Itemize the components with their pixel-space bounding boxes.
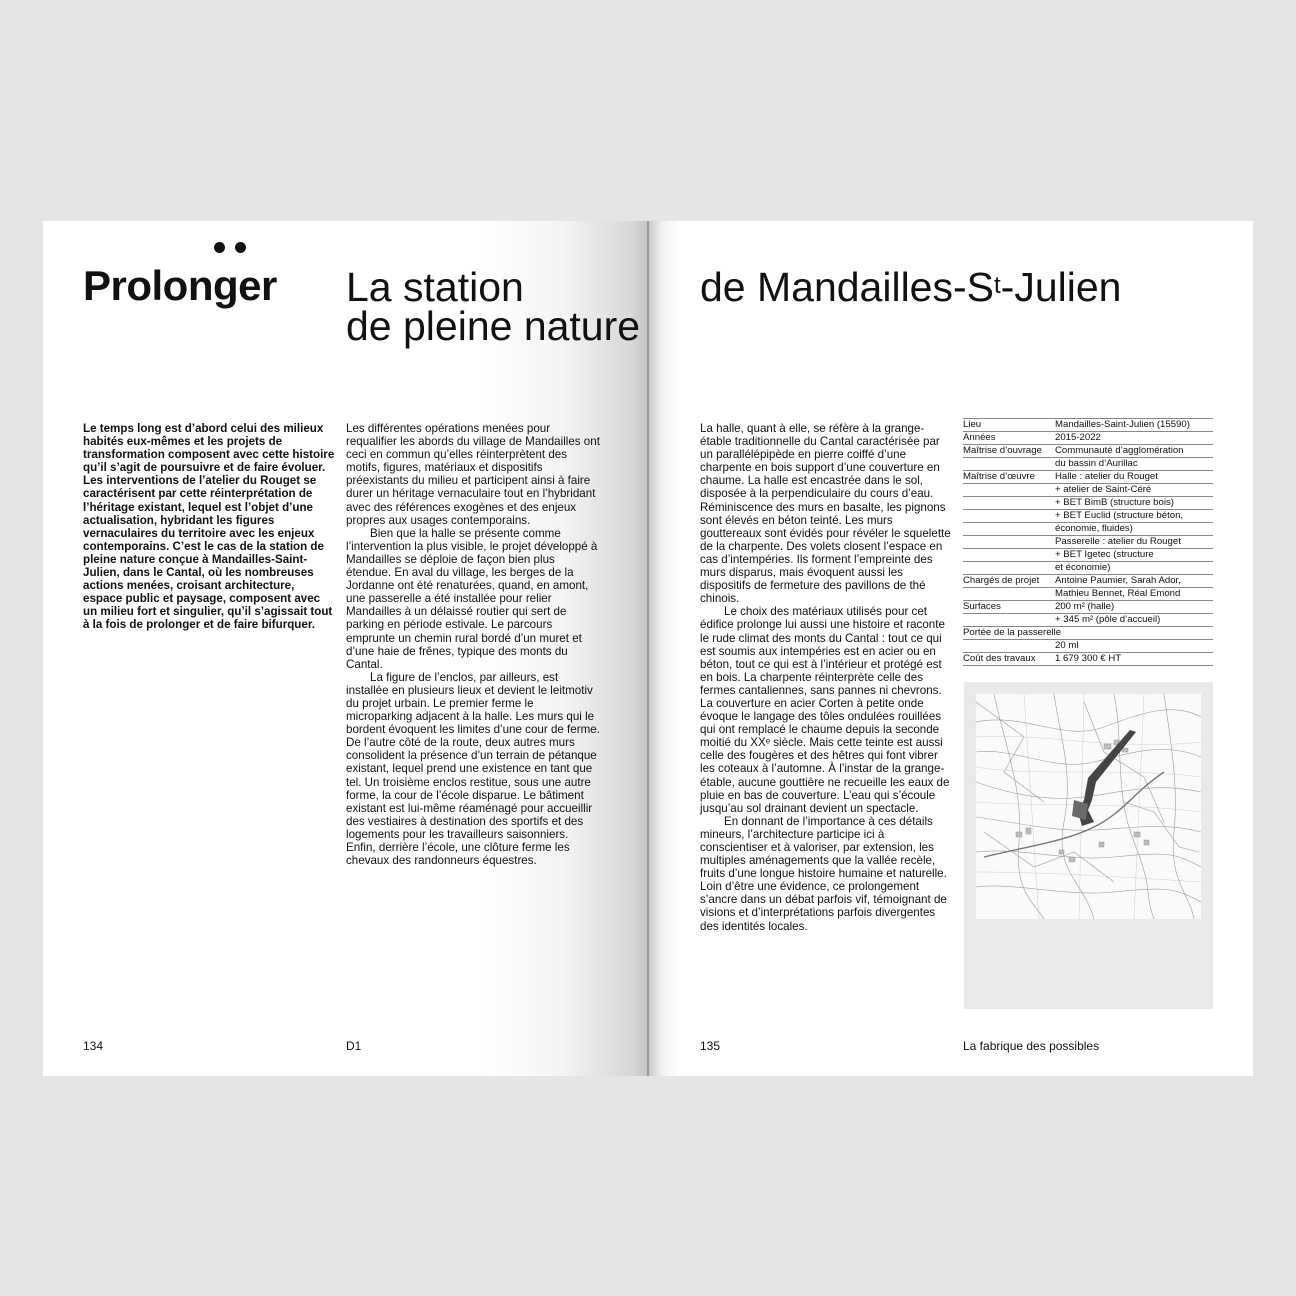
section-dots-icon (214, 240, 256, 258)
table-row (963, 457, 1213, 470)
body-paragraph: Les différentes opérations menées pour requalifier les abords du village de Mandailles ont ceci en commun qu’elles réinterprètent des motifs, figures, matériaux et dispositifs préexistants du milieu et participent ainsi à faire durer un héritage vernaculaire tout en l’hybridant avec des références exogènes et des enjeux propres aux usages contemporains. (346, 422, 600, 527)
table-value: 20 ml (1055, 640, 1079, 651)
running-title: La fabrique des possibles (963, 1039, 1100, 1053)
title-line-3: de Mandailles-$S^t$-Julien (700, 264, 1122, 310)
section-title: Prolonger (83, 262, 277, 309)
table-row (963, 587, 1213, 600)
body-paragraph: Le choix des matériaux utilisés pour cet édifice prolonge lui aussi une histoire et raconte le rude climat des monts du Cantal : tout ce qui est soumis aux intempéries est en acier ou en béton, tout ce qui est à l’intérieur et protégé est en bois. La charpente réinterprète celle des fermes cantaliennes, sans pannes ni chevrons. La couverture en acier Corten à petite onde évoque le langage des tôles ondulées rouillées qui ont remplacé le chaume depuis la seconde moitié du XXᵉ siècle. Mais cette teinte est aussi celle des fougères et des hêtres qui font vibrer les coteaux à l’automne. À l’instar de la grange-étable, aucune gouttière ne recueille les eaux de pluie en bas de couverture. L’eau qui s’écoule jusqu’au sol drainant devient un spectacle. (700, 605, 950, 815)
project-info-table (963, 418, 1213, 666)
site-plan-map (964, 682, 1213, 1009)
intro-paragraph: Le temps long est d’abord celui des milieux habités eux-mêmes et les projets de transformation composent avec cette histoire qu’il s’agit de poursuivre et de faire évoluer. Les interventions de l’atelier du Rouget se caractérisent par cette réinterprétation de l’héritage existant, lequel est l’objet d’une actualisation, hybridant les figures vernaculaires du territoire avec les enjeux contemporains. C’est le cas de la station de pleine nature conçue à Mandailles-Saint-Julien, dans le Cantal, où les nombreuses actions menées, croisant architecture, espace public et paysage, composent avec un milieu fort et singulier, qu’il s’agissait tout à la fois de prolonger et de faire bifurquer. (83, 422, 335, 632)
table-value: et économie) (1055, 562, 1111, 573)
page-number-left: 134 (83, 1039, 104, 1053)
table-key: Maîtrise d’ouvrage (963, 445, 1042, 456)
body-paragraph: En donnant de l’importance à ces détails mineurs, l’architecture participe ici à conscientiser et à valoriser, par extension, les multiples aménagements que la vallée recèle, fruits d’une longue histoire humaine et naturelle. Loin d’être une évidence, ce prolongement s’ancre dans un débat parfois vif, témoignant de visions et d’interprétations parfois divergentes des identités locales. (700, 814, 947, 933)
table-key (963, 510, 1055, 522)
table-value: Antoine Paumier, Sarah Ador, (1055, 575, 1181, 586)
title-line-1: La station (346, 264, 524, 310)
table-row (963, 652, 1213, 666)
table-value: 200 m² (halle) (1055, 601, 1115, 612)
title-line-2: de pleine nature (346, 303, 641, 349)
table-row (963, 509, 1213, 522)
table-row (963, 418, 1213, 431)
table-key (963, 497, 1055, 509)
table-value: Passerelle : atelier du Rouget (1055, 536, 1181, 547)
table-value: + BET BimB (structure bois) (1055, 497, 1174, 508)
table-value: du bassin d’Aurillac (1055, 458, 1138, 469)
right-body-column (700, 422, 954, 933)
table-row (963, 535, 1213, 548)
table-key (963, 536, 1055, 548)
table-row (963, 548, 1213, 561)
table-key: Coût des travaux (963, 653, 1036, 664)
section-code: D1 (346, 1039, 362, 1053)
body-paragraph: La figure de l’enclos, par ailleurs, est installée en plusieurs lieux et devient le leitmotiv du projet urbain. Le premier ferme le microparking adjacent à la halle. Les murs qui le bordent évoquent les limites d’une cour de ferme. De l’autre côté de la route, deux autres murs consolident la présence d’un terrain de pétanque existant, lequel prend une existence en tant que tel. Un troisième enclos restitue, sous une autre forme, la cour de l’école disparue. Le bâtiment existant est lui-même réaménagé pour accueillir des vestiaires à destination des sportifs et des logements pour les travailleurs saisonniers. Enfin, derrière l’école, une clôture ferme les chevaux des randonneurs équestres. (346, 670, 600, 868)
table-row (963, 444, 1213, 457)
table-row (963, 613, 1213, 626)
table-key (963, 484, 1055, 496)
table-key (963, 614, 1055, 626)
table-value: + BET Igetec (structure (1055, 549, 1154, 560)
body-paragraph: Bien que la halle se présente comme l’intervention la plus visible, le projet développé à Mandailles se déploie de façon bien plus étendue. En aval du village, les berges de la Jordanne ont été renaturées, quand, en amont, une passerelle a été installée pour relier Mandailles à un délaissé routier qui sert de parking en période estivale. Le parcours emprunte un chemin rural bordé d’un muret et d’une haie de frênes, typique des monts du Cantal. (346, 526, 598, 671)
table-row (963, 431, 1213, 444)
table-value: + 345 m² (pôle d’accueil) (1055, 614, 1161, 625)
table-value: Halle : atelier du Rouget (1055, 471, 1158, 482)
table-value: + BET Euclid (structure béton, (1055, 510, 1184, 521)
table-row (963, 600, 1213, 613)
table-key (963, 549, 1055, 561)
table-row (963, 626, 1213, 639)
table-row (963, 483, 1213, 496)
body-paragraph: La halle, quant à elle, se réfère à la grange-étable traditionnelle du Cantal caractérisée par un parallélépipède en pierre coiffé d’une charpente en bois support d’une couverture en chaume. La halle est encastrée dans le sol, disposée à la perpendiculaire du cours d’eau. Réminiscence des murs en basalte, les pignons sont élevés en béton teinté. Les murs gouttereaux sont évidés pour révéler le squelette de la charpente. Des volets closent l’espace en cas d’intempéries. Ils forment l’empreinte des murs disparus, mais évoquent aussi les dispositifs de fermeture des pavillons de thé chinois. (700, 422, 951, 606)
table-key: Portée de la passerelle (963, 627, 1062, 638)
table-value: économie, fluides) (1055, 523, 1133, 534)
table-value: 2015-2022 (1055, 432, 1101, 443)
table-key (963, 640, 1055, 652)
table-value: 1 679 300 € HT (1055, 653, 1122, 664)
book-gutter (647, 221, 649, 1076)
table-key: Surfaces (963, 601, 1001, 612)
table-key: Maîtrise d’œuvre (963, 471, 1035, 482)
table-key: Chargés de projet (963, 575, 1040, 586)
table-row (963, 639, 1213, 652)
table-key (963, 458, 1055, 470)
table-key (963, 523, 1055, 535)
page-number-right: 135 (700, 1039, 721, 1053)
table-row (963, 496, 1213, 509)
table-value (1055, 627, 1213, 639)
table-key (963, 562, 1055, 574)
table-key: Lieu (963, 419, 982, 430)
table-row (963, 561, 1213, 574)
table-row (963, 574, 1213, 587)
table-value: Mandailles-Saint-Julien (15590) (1055, 419, 1190, 430)
table-value: + atelier de Saint-Céré (1055, 484, 1152, 495)
table-value: Mathieu Bennet, Réal Emond (1055, 588, 1181, 599)
table-key (963, 588, 1055, 600)
table-key: Années (963, 432, 996, 443)
table-row (963, 470, 1213, 483)
site-plan-drawing (964, 682, 1213, 1009)
left-body-column (346, 422, 600, 867)
table-row (963, 522, 1213, 535)
table-value: Communauté d’agglomération (1055, 445, 1184, 456)
